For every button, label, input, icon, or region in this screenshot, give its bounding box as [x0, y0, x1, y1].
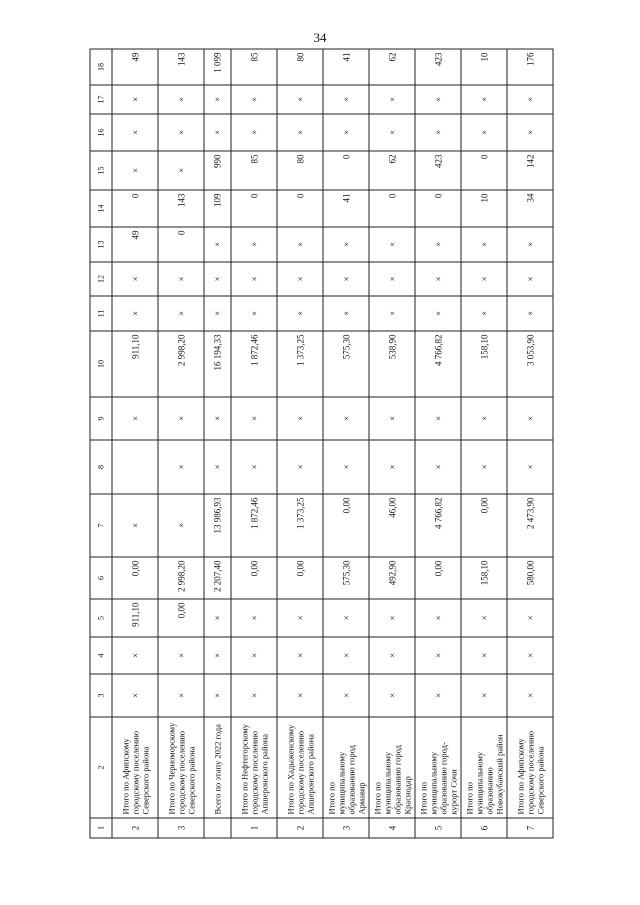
- table-cell: 62: [369, 49, 415, 85]
- table-cell: ×: [204, 440, 231, 494]
- column-header: 14: [90, 190, 112, 227]
- table-cell: ×: [323, 599, 369, 637]
- table-cell: 0,00: [461, 494, 507, 557]
- table-cell: ×: [277, 85, 323, 114]
- row-number-cell: 1: [231, 818, 277, 838]
- table-cell: ×: [369, 599, 415, 637]
- table-cell: 575,30: [323, 557, 369, 599]
- table-cell: ×: [369, 397, 415, 440]
- table-cell: 80: [277, 151, 323, 190]
- table-cell: 0: [112, 190, 158, 227]
- table-cell: ×: [323, 440, 369, 494]
- table-cell: ×: [415, 397, 461, 440]
- table-cell: ×: [369, 296, 415, 331]
- table-cell: 158,10: [461, 331, 507, 397]
- table-cell: ×: [158, 440, 204, 494]
- table-cell: ×: [158, 674, 204, 717]
- row-label-cell: Итого по муниципальному образованию город Краснодар: [369, 717, 415, 818]
- row-label-cell: Итого по Афипскому городскому поселению Северского района: [112, 717, 158, 818]
- row-label-cell: Итого по Хадыженскому городскому поселению Апшеронского района: [277, 717, 323, 818]
- table-cell: ×: [112, 151, 158, 190]
- table-cell: 1 872,46: [231, 331, 277, 397]
- table-row: [231, 49, 277, 838]
- table-cell: ×: [204, 262, 231, 296]
- table-cell: 1 373,25: [277, 331, 323, 397]
- table-cell: ×: [323, 397, 369, 440]
- table-cell: ×: [507, 262, 553, 296]
- table-cell: ×: [277, 227, 323, 262]
- table-cell: 80: [277, 49, 323, 85]
- table-cell: ×: [369, 440, 415, 494]
- table-cell: ×: [231, 440, 277, 494]
- table-cell: ×: [158, 397, 204, 440]
- table-cell: ×: [158, 637, 204, 674]
- table-cell: ×: [507, 440, 553, 494]
- column-header: 17: [90, 85, 112, 114]
- table-cell: ×: [112, 262, 158, 296]
- table-cell: ×: [204, 227, 231, 262]
- column-header: 10: [90, 331, 112, 397]
- table-cell: 2 998,20: [158, 331, 204, 397]
- table-cell: ×: [277, 296, 323, 331]
- row-label-cell: Итого по муниципальному образованию город-курорт Сочи: [415, 717, 461, 818]
- table-cell: 0,00: [415, 557, 461, 599]
- table-cell: 0,00: [231, 557, 277, 599]
- table-cell: ×: [507, 397, 553, 440]
- table-cell: ×: [507, 637, 553, 674]
- table-cell: ×: [461, 296, 507, 331]
- table-cell: 0,00: [112, 557, 158, 599]
- column-header: 4: [90, 637, 112, 674]
- table-cell: ×: [277, 114, 323, 151]
- row-number-cell: 7: [507, 818, 553, 838]
- table-cell: 1 872,46: [231, 494, 277, 557]
- row-number-cell: 4: [369, 818, 415, 838]
- table-cell: ×: [231, 637, 277, 674]
- table-cell: 0,00: [277, 557, 323, 599]
- column-header: 12: [90, 262, 112, 296]
- table-cell: 492,90: [369, 557, 415, 599]
- table-cell: 0: [231, 190, 277, 227]
- table-cell: ×: [369, 637, 415, 674]
- row-label-cell: Итого по муниципальному образованию город Армавир: [323, 717, 369, 818]
- column-header: 2: [90, 717, 112, 818]
- row-number-cell: 3: [323, 818, 369, 838]
- table-cell: 3 053,90: [507, 331, 553, 397]
- table-cell: 2 207,40: [204, 557, 231, 599]
- table-cell: 176: [507, 49, 553, 85]
- column-header: 13: [90, 227, 112, 262]
- table-cell: 85: [231, 49, 277, 85]
- table-cell: ×: [204, 85, 231, 114]
- table-cell: 990: [204, 151, 231, 190]
- table-cell: 0: [415, 190, 461, 227]
- table-cell: ×: [204, 397, 231, 440]
- table-cell: ×: [415, 599, 461, 637]
- table-cell: ×: [369, 85, 415, 114]
- column-header: 11: [90, 296, 112, 331]
- table-cell: ×: [112, 494, 158, 557]
- table-cell: ×: [277, 397, 323, 440]
- column-header: 16: [90, 114, 112, 151]
- table-cell: ×: [415, 637, 461, 674]
- table-cell: ×: [507, 85, 553, 114]
- row-number-cell: [204, 818, 231, 838]
- table-cell: ×: [415, 227, 461, 262]
- table-cell: 41: [323, 190, 369, 227]
- table-cell: ×: [112, 85, 158, 114]
- table-cell: ×: [204, 599, 231, 637]
- table-cell: ×: [461, 114, 507, 151]
- header-row: [90, 49, 112, 838]
- table-cell: 85: [231, 151, 277, 190]
- table-cell: ×: [461, 227, 507, 262]
- table-cell: ×: [158, 494, 204, 557]
- table-cell: 34: [507, 190, 553, 227]
- table-cell: 911,10: [112, 599, 158, 637]
- row-label-cell: Итого по Нефтегорскому городскому поселению Апшеронского района: [231, 717, 277, 818]
- table-cell: ×: [415, 296, 461, 331]
- column-header: 5: [90, 599, 112, 637]
- column-header: 18: [90, 49, 112, 85]
- table-cell: ×: [277, 440, 323, 494]
- table-cell: ×: [415, 674, 461, 717]
- table-cell: ×: [323, 674, 369, 717]
- table-cell: ×: [461, 262, 507, 296]
- table-cell: 4 766,82: [415, 331, 461, 397]
- table-cell: ×: [231, 296, 277, 331]
- column-header: 6: [90, 557, 112, 599]
- table-cell: 10: [461, 49, 507, 85]
- table-cell: 49: [112, 49, 158, 85]
- table-cell: 0: [277, 190, 323, 227]
- table-cell: 49: [112, 227, 158, 262]
- column-header: 9: [90, 397, 112, 440]
- table-cell: 142: [507, 151, 553, 190]
- table-cell: ×: [507, 114, 553, 151]
- table-cell: ×: [323, 637, 369, 674]
- table-row: [507, 49, 553, 838]
- table-cell: ×: [231, 397, 277, 440]
- table-cell: ×: [204, 296, 231, 331]
- table-cell: 0: [323, 151, 369, 190]
- table-cell: ×: [369, 114, 415, 151]
- table-cell: ×: [204, 674, 231, 717]
- table-row: [112, 49, 158, 838]
- table-cell: ×: [231, 85, 277, 114]
- table-cell: 109: [204, 190, 231, 227]
- column-header: 1: [90, 818, 112, 838]
- table-cell: 0,00: [158, 599, 204, 637]
- table-cell: 575,30: [323, 331, 369, 397]
- table-cell: ×: [204, 114, 231, 151]
- table-cell: ×: [231, 262, 277, 296]
- table-row: [461, 49, 507, 838]
- table-cell: 0: [369, 190, 415, 227]
- table-row: [369, 49, 415, 838]
- table-cell: 0: [461, 151, 507, 190]
- table-cell: 580,00: [507, 557, 553, 599]
- table-cell: ×: [369, 227, 415, 262]
- column-header: 7: [90, 494, 112, 557]
- row-number-cell: 5: [415, 818, 461, 838]
- table-cell: 0,00: [323, 494, 369, 557]
- table-cell: ×: [461, 637, 507, 674]
- table-row: [415, 49, 461, 838]
- row-label-cell: Всего по этапу 2022 года: [204, 717, 231, 818]
- row-number-cell: 3: [158, 818, 204, 838]
- table-cell: ×: [277, 674, 323, 717]
- table-cell: ×: [461, 397, 507, 440]
- data-table: [89, 48, 553, 838]
- table-cell: ×: [507, 227, 553, 262]
- table-cell: ×: [112, 674, 158, 717]
- table-cell: ×: [507, 674, 553, 717]
- table-cell: ×: [461, 440, 507, 494]
- table-cell: 423: [415, 49, 461, 85]
- table-cell: ×: [277, 262, 323, 296]
- table-cell: ×: [158, 114, 204, 151]
- table-cell: 143: [158, 49, 204, 85]
- table-cell: 0: [158, 227, 204, 262]
- table-cell: ×: [323, 114, 369, 151]
- table-row: [323, 49, 369, 838]
- table-cell: ×: [204, 637, 231, 674]
- rotated-table-wrapper: [89, 52, 551, 838]
- table-cell: ×: [231, 599, 277, 637]
- column-header: 8: [90, 440, 112, 494]
- table-row: [158, 49, 204, 838]
- table-cell: 143: [158, 190, 204, 227]
- table-cell: 13 986,93: [204, 494, 231, 557]
- table-cell: 62: [369, 151, 415, 190]
- row-number-cell: 6: [461, 818, 507, 838]
- table-cell: ×: [112, 637, 158, 674]
- table-cell: 538,90: [369, 331, 415, 397]
- table-cell: 4 766,82: [415, 494, 461, 557]
- table-cell: ×: [415, 440, 461, 494]
- table-cell: ×: [158, 262, 204, 296]
- table-cell: ×: [323, 227, 369, 262]
- table-cell: ×: [507, 296, 553, 331]
- table-cell: ×: [415, 85, 461, 114]
- table-cell: 1 099: [204, 49, 231, 85]
- table-cell: 46,00: [369, 494, 415, 557]
- table-cell: ×: [112, 397, 158, 440]
- table-cell: ×: [323, 262, 369, 296]
- table-cell: ×: [507, 599, 553, 637]
- table-cell: 1 373,25: [277, 494, 323, 557]
- table-cell: ×: [158, 151, 204, 190]
- table-cell: 2 473,90: [507, 494, 553, 557]
- table-cell: ×: [461, 599, 507, 637]
- table-cell: ×: [112, 296, 158, 331]
- table-cell: 423: [415, 151, 461, 190]
- table-cell: ×: [158, 296, 204, 331]
- row-number-cell: 2: [277, 818, 323, 838]
- table-cell: ×: [415, 262, 461, 296]
- column-header: 15: [90, 151, 112, 190]
- row-number-cell: 2: [112, 818, 158, 838]
- table-cell: ×: [231, 227, 277, 262]
- table-cell: ×: [323, 85, 369, 114]
- table-cell: 41: [323, 49, 369, 85]
- table-cell: 16 194,33: [204, 331, 231, 397]
- row-label-cell: Итого по Черноморскому городскому поселению Северского района: [158, 717, 204, 818]
- table-cell: ×: [369, 262, 415, 296]
- table-cell: 158,10: [461, 557, 507, 599]
- table-cell: ×: [369, 674, 415, 717]
- table-cell: 2 998,20: [158, 557, 204, 599]
- table-cell: ×: [231, 674, 277, 717]
- table-cell: ×: [461, 85, 507, 114]
- table-cell: ×: [112, 114, 158, 151]
- column-header: 3: [90, 674, 112, 717]
- table-cell: ×: [277, 637, 323, 674]
- table-cell: ×: [277, 599, 323, 637]
- row-label-cell: Итого по Афипскому городскому поселению Северского района: [507, 717, 553, 818]
- table-cell: ×: [158, 85, 204, 114]
- table-cell: 911,10: [112, 331, 158, 397]
- table-cell: ×: [461, 674, 507, 717]
- table-row: [277, 49, 323, 838]
- table-cell: 10: [461, 190, 507, 227]
- table-cell: ×: [231, 114, 277, 151]
- table-row: [204, 49, 231, 838]
- row-label-cell: Итого по муниципальному образованию Новокубанский район: [461, 717, 507, 818]
- page-number: 34: [313, 30, 327, 45]
- table-cell: [112, 440, 158, 494]
- table-cell: ×: [323, 296, 369, 331]
- table-cell: ×: [415, 114, 461, 151]
